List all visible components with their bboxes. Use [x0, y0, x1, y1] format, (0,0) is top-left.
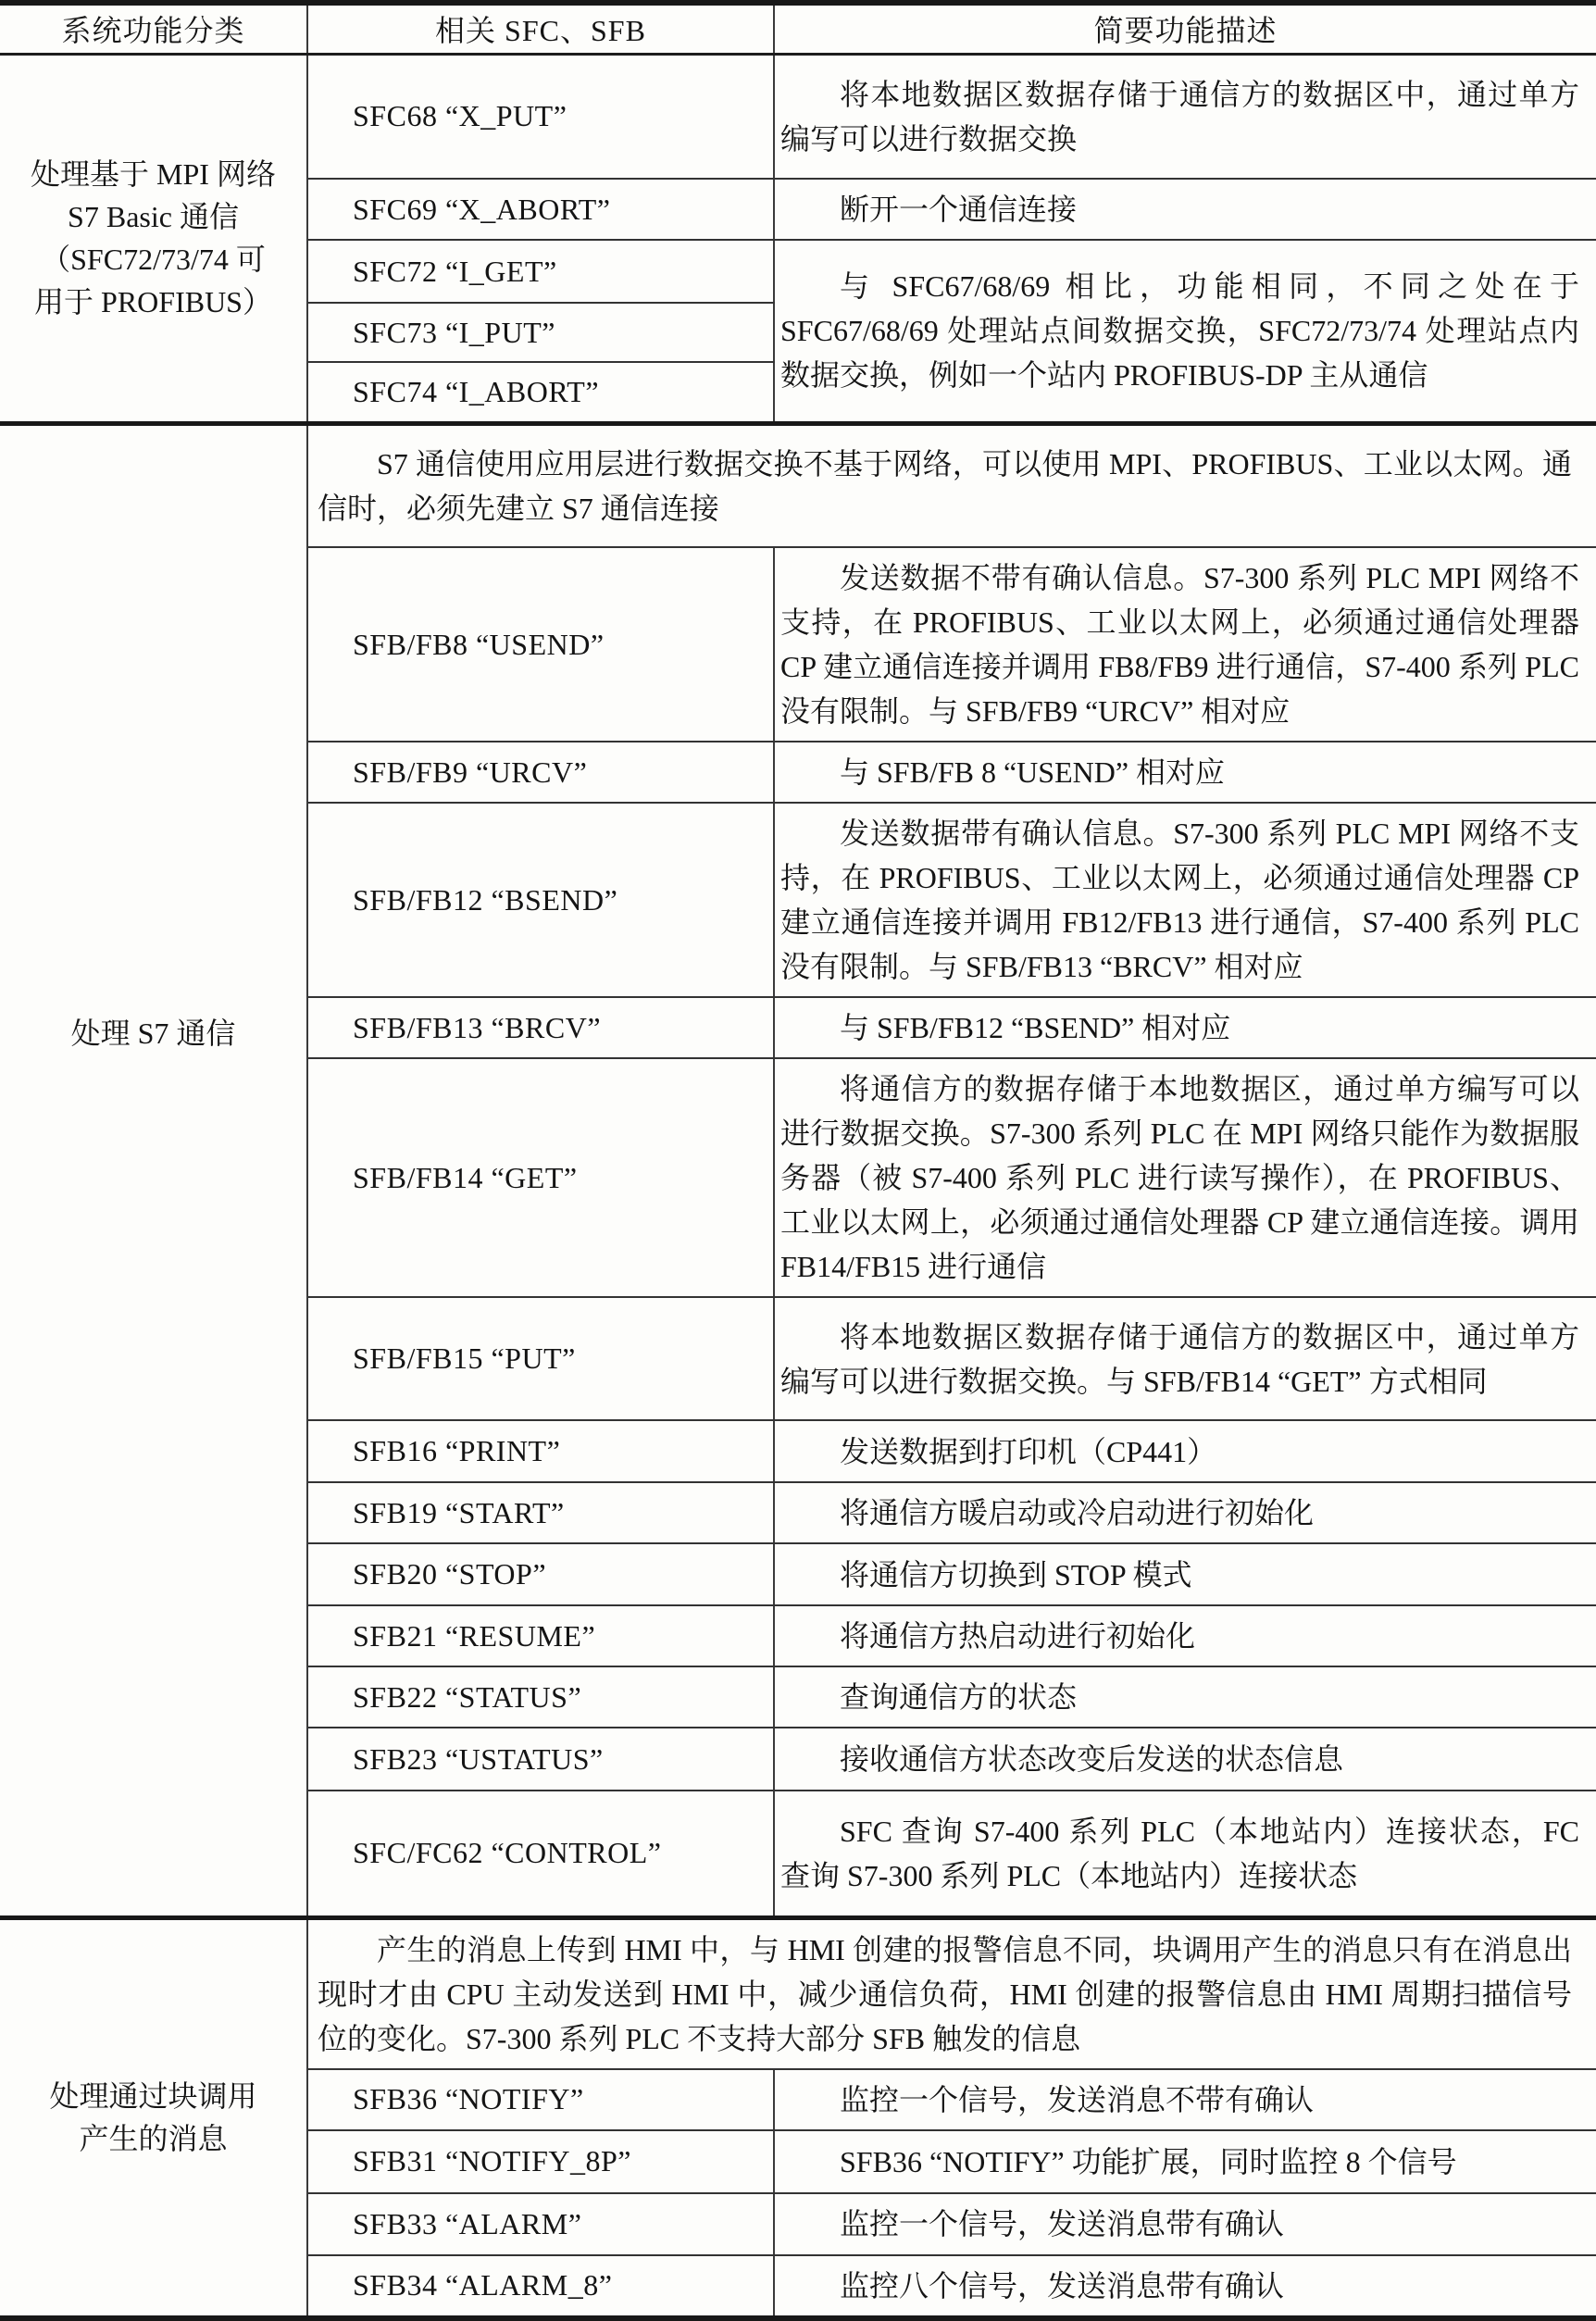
- block-sfb14: SFB/FB14 “GET”: [307, 1058, 774, 1297]
- category-line: 用于 PROFIBUS）: [34, 285, 272, 318]
- block-sfc74: SFC74 “I_ABORT”: [307, 362, 774, 423]
- block-sfb22: SFB22 “STATUS”: [307, 1666, 774, 1728]
- desc-sfb15: 将本地数据区数据存储于通信方的数据区中，通过单方编写可以进行数据交换。与 SFB/FB14 “GET” 方式相同: [774, 1297, 1596, 1420]
- block-sfc68: SFC68 “X_PUT”: [307, 54, 774, 179]
- block-sfb8: SFB/FB8 “USEND”: [307, 547, 774, 742]
- desc-sfb22: 查询通信方的状态: [774, 1666, 1596, 1728]
- desc-sfb20: 将通信方切换到 STOP 模式: [774, 1543, 1596, 1605]
- desc-sfc72-73-74: 与 SFC67/68/69 相比，功能相同，不同之处在于 SFC67/68/69 处理站点间数据交换，SFC72/73/74 处理站点内数据交换，例如一个站内 PROFIBUS-DP 主从通信: [774, 240, 1596, 423]
- block-sfb20: SFB20 “STOP”: [307, 1543, 774, 1605]
- category-line: S7 Basic 通信: [68, 200, 239, 233]
- block-sfb36: SFB36 “NOTIFY”: [307, 2069, 774, 2130]
- desc-sfb12: 发送数据带有确认信息。S7-300 系列 PLC MPI 网络不支持，在 PROFIBUS、工业以太网上，必须通过通信处理器 CP 建立通信连接并调用 FB12/FB13 进行通信，S7-400 系列 PLC 没有限制。与 SFB/FB13 “BRCV” 相对应: [774, 803, 1596, 997]
- mpi-section-category: [0, 54, 307, 423]
- category-line: 处理 S7 通信: [70, 1017, 236, 1050]
- desc-sfb16: 发送数据到打印机（CP441）: [774, 1420, 1596, 1482]
- table-header-row: [0, 3, 1596, 54]
- desc-sfb21: 将通信方热启动进行初始化: [774, 1605, 1596, 1666]
- desc-sfb9: 与 SFB/FB 8 “USEND” 相对应: [774, 742, 1596, 803]
- block-sfb12: SFB/FB12 “BSEND”: [307, 803, 774, 997]
- block-sfc-fc62: SFC/FC62 “CONTROL”: [307, 1791, 774, 1917]
- desc-sfb14: 将通信方的数据存储于本地数据区，通过单方编写可以进行数据交换。S7-300 系列 PLC 在 MPI 网络只能作为数据服务器（被 S7-400 系列 PLC 进行读写操作），在 PROFIBUS、工业以太网上，必须通过通信处理器 CP 建立通信连接。调用 FB14/FB15 进行通信: [774, 1058, 1596, 1297]
- block-sfb23: SFB23 “USTATUS”: [307, 1728, 774, 1791]
- block-sfb9: SFB/FB9 “URCV”: [307, 742, 774, 803]
- block-sfb16: SFB16 “PRINT”: [307, 1420, 774, 1482]
- table-row: [0, 1917, 1596, 2069]
- desc-sfb31: SFB36 “NOTIFY” 功能扩展，同时监控 8 个信号: [774, 2130, 1596, 2193]
- desc-sfb19: 将通信方暖启动或冷启动进行初始化: [774, 1482, 1596, 1543]
- desc-sfb23: 接收通信方状态改变后发送的状态信息: [774, 1728, 1596, 1791]
- s7-section-category: [0, 423, 307, 1917]
- desc-sfc-fc62: SFC 查询 S7-400 系列 PLC（本地站内）连接状态，FC 查询 S7-300 系列 PLC（本地站内）连接状态: [774, 1791, 1596, 1917]
- desc-sfc68: 将本地数据区数据存储于通信方的数据区中，通过单方编写可以进行数据交换: [774, 54, 1596, 179]
- header-block: 相关 SFC、SFB: [307, 3, 774, 54]
- desc-sfb8: 发送数据不带有确认信息。S7-300 系列 PLC MPI 网络不支持，在 PROFIBUS、工业以太网上，必须通过通信处理器 CP 建立通信连接并调用 FB8/FB9 进行通信，S7-400 系列 PLC 没有限制。与 SFB/FB9 “URCV” 相对应: [774, 547, 1596, 742]
- block-sfb21: SFB21 “RESUME”: [307, 1605, 774, 1666]
- header-description: 简要功能描述: [774, 3, 1596, 54]
- msg-intro: 产生的消息上传到 HMI 中，与 HMI 创建的报警信息不同，块调用产生的消息只有在消息出现时才由 CPU 主动发送到 HMI 中，减少通信负荷，HMI 创建的报警信息由 HMI 周期扫描信号位的变化。S7-300 系列 PLC 不支持大部分 SFB 触发的信息: [307, 1917, 1596, 2069]
- table-row: [0, 54, 1596, 179]
- s7-intro: S7 通信使用应用层进行数据交换不基于网络，可以使用 MPI、PROFIBUS、工业以太网。通信时，必须先建立 S7 通信连接: [307, 423, 1596, 547]
- block-sfb33: SFB33 “ALARM”: [307, 2193, 774, 2255]
- block-sfc73: SFC73 “I_PUT”: [307, 303, 774, 362]
- header-category: 系统功能分类: [0, 3, 307, 54]
- category-line: 产生的消息: [79, 2122, 228, 2155]
- block-sfc72: SFC72 “I_GET”: [307, 240, 774, 303]
- msg-section-category: [0, 1917, 307, 2318]
- block-sfb31: SFB31 “NOTIFY_8P”: [307, 2130, 774, 2193]
- table-row: [0, 423, 1596, 547]
- block-sfb34: SFB34 “ALARM_8”: [307, 2255, 774, 2318]
- category-line: 处理基于 MPI 网络: [31, 157, 276, 191]
- block-sfc69: SFC69 “X_ABORT”: [307, 179, 774, 240]
- desc-sfb36: 监控一个信号，发送消息不带有确认: [774, 2069, 1596, 2130]
- desc-sfb34: 监控八个信号，发送消息带有确认: [840, 2268, 1285, 2302]
- block-sfb13: SFB/FB13 “BRCV”: [307, 997, 774, 1058]
- desc-sfb33: 监控一个信号，发送消息带有确认: [774, 2193, 1596, 2255]
- category-line: （SFC72/73/74 可: [41, 243, 266, 276]
- desc-sfc69: 断开一个通信连接: [774, 179, 1596, 240]
- category-line: 处理通过块调用: [49, 2079, 257, 2113]
- block-sfb19: SFB19 “START”: [307, 1482, 774, 1543]
- desc-sfb13: 与 SFB/FB12 “BSEND” 相对应: [774, 997, 1596, 1058]
- block-sfb15: SFB/FB15 “PUT”: [307, 1297, 774, 1420]
